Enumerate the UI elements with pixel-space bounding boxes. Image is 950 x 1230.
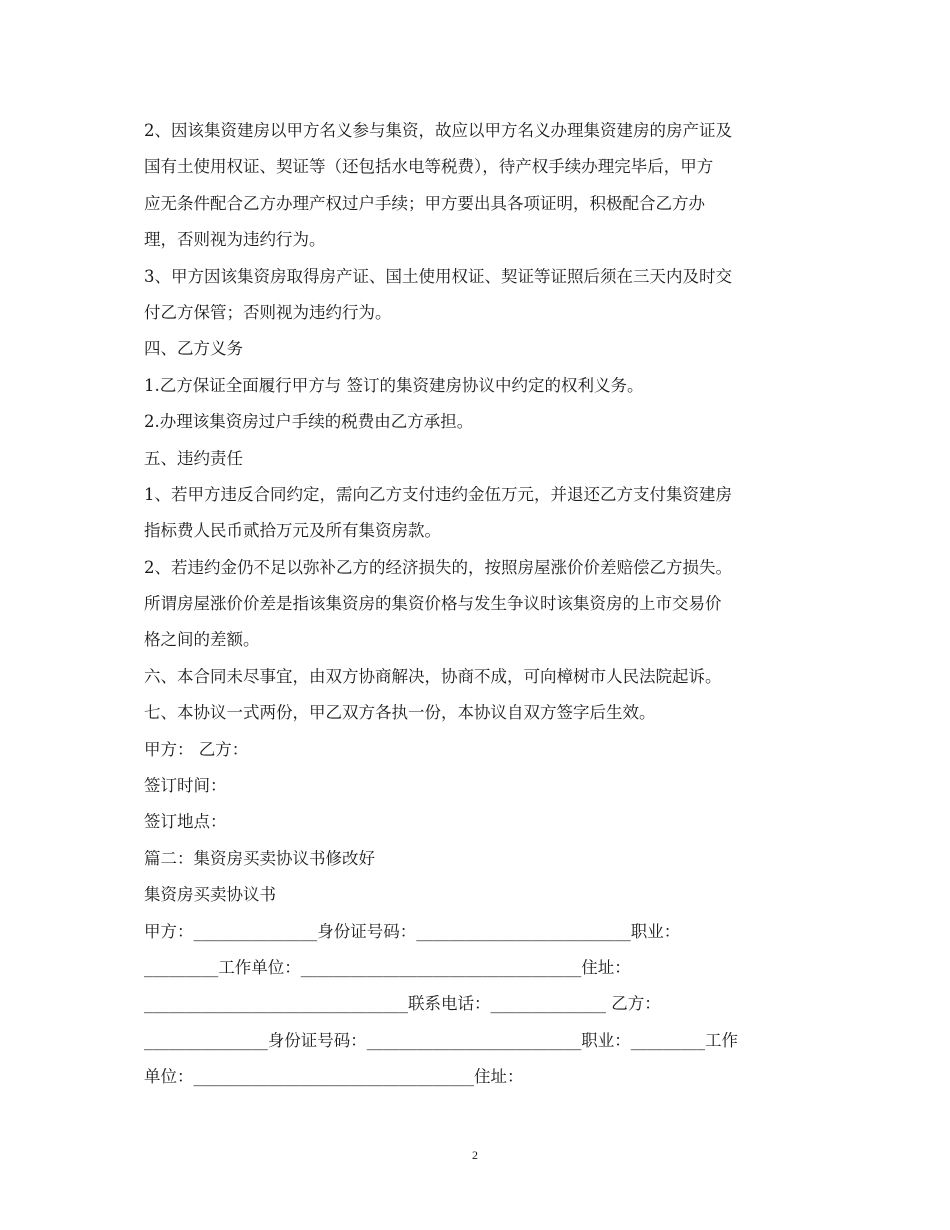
section-heading: 七、本协议一式两份，甲乙双方各执一份，本协议自双方签字后生效。: [144, 703, 656, 723]
section-heading: 五、违约责任: [144, 448, 243, 468]
text-line: 应无条件配合乙方办理产权过户手续；甲方要出具各项证明，积极配合乙方办: [144, 193, 705, 213]
text-line: 指标费人民币贰拾万元及所有集资房款。: [144, 521, 441, 541]
text-line: 1、若甲方违反合同约定，需向乙方支付违约金伍万元，并退还乙方支付集资建房: [144, 484, 732, 504]
form-line: ________________________________联系电话：______________ 乙方：: [144, 994, 661, 1014]
text-line: 2.办理该集资房过户手续的税费由乙方承担。: [144, 412, 474, 432]
text-line: 理，否则视为违约行为。: [144, 230, 326, 250]
form-line: _________工作单位：__________________________________住址：: [144, 957, 631, 977]
document-body: [144, 113, 809, 1096]
part-heading: 篇二：集资房买卖协议书修改好: [144, 848, 375, 868]
page-number: 2: [472, 1148, 478, 1162]
text-line: 1.乙方保证全面履行甲方与 签订的集资建房协议中约定的权利义务。: [144, 375, 644, 395]
text-line: 2、若违约金仍不足以弥补乙方的经济损失的，按照房屋涨价价差赔偿乙方损失。: [144, 557, 732, 577]
text-line: 国有土使用权证、契证等（还包括水电等税费），待产权手续办理完毕后，甲方: [144, 157, 714, 177]
text-line: 付乙方保管；否则视为违约行为。: [144, 302, 392, 322]
section-heading: 四、乙方义务: [144, 339, 243, 359]
signing-place-line: 签订地点：: [144, 812, 227, 832]
signature-line: 甲方： 乙方：: [144, 739, 249, 759]
text-line: 格之间的差额。: [144, 630, 260, 650]
text-line: 所谓房屋涨价价差是指该集资房的集资价格与发生争议时该集资房的上市交易价: [144, 594, 722, 614]
form-line: 甲方：_______________身份证号码：__________________________职业：: [144, 921, 681, 941]
agreement-title: 集资房买卖协议书: [144, 885, 276, 905]
text-line: 2、因该集资建房以甲方名义参与集资，故应以甲方名义办理集资建房的房产证及: [144, 121, 732, 140]
form-line: 单位：__________________________________住址：: [144, 1067, 524, 1087]
section-heading: 六、本合同未尽事宜，由双方协商解决，协商不成，可向樟树市人民法院起诉。: [144, 666, 722, 686]
text-line: 3、甲方因该集资房取得房产证、国土使用权证、契证等证照后须在三天内及时交: [144, 266, 732, 286]
signing-date-line: 签订时间：: [144, 776, 227, 796]
form-line: _______________身份证号码：__________________________职业：_________工作: [144, 1030, 738, 1050]
